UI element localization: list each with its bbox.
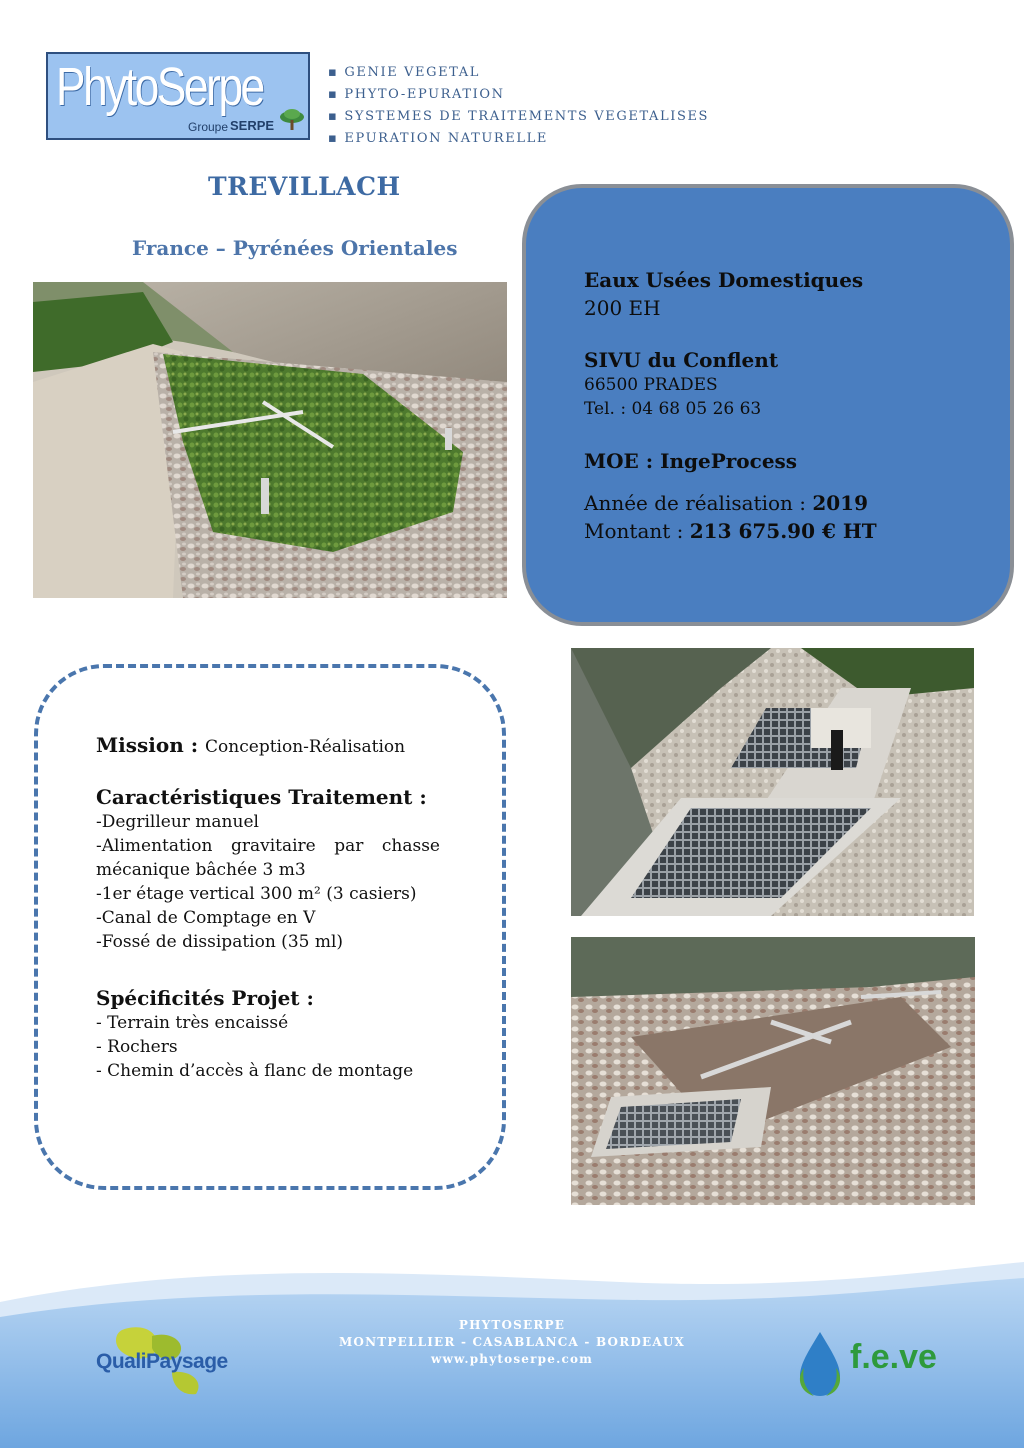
- mission-row: [96, 733, 405, 757]
- mission-value: Conception-Réalisation: [205, 737, 406, 757]
- project-manager: MOE : IngeProcess: [584, 449, 798, 473]
- tagline-item: ▪ EPURATION NATURELLE: [328, 128, 709, 150]
- year-row: [584, 491, 868, 515]
- specificities-heading: Spécificités Projet :: [96, 986, 314, 1010]
- characteristics-heading: Caractéristiques Traitement :: [96, 785, 427, 809]
- amount-value: 213 675.90 € HT: [689, 519, 877, 543]
- footer-website[interactable]: www.phytoserpe.com: [430, 1352, 594, 1366]
- year-label: Année de réalisation :: [584, 491, 813, 515]
- mission-label: Mission :: [96, 733, 206, 757]
- logo-serpe: SERPE: [230, 118, 275, 133]
- tagline-item: ▪ PHYTO-EPURATION: [328, 84, 709, 106]
- list-item: -Degrilleur manuel: [96, 812, 259, 832]
- list-item: - Chemin d’accès à flanc de montage: [96, 1061, 414, 1081]
- qualipaysage-logo: [92, 1322, 232, 1398]
- list-item: - Terrain très encaissé: [96, 1013, 289, 1033]
- footer-cities: MONTPELLIER - CASABLANCA - BORDEAUX: [338, 1335, 686, 1349]
- amount-row: [584, 519, 877, 543]
- feve-name: f.e.ve: [850, 1338, 937, 1376]
- photo-grating: [571, 648, 974, 916]
- project-title: TREVILLACH: [208, 172, 401, 201]
- water-drop-icon: [790, 1328, 850, 1398]
- feve-logo: [790, 1328, 970, 1398]
- tree-icon: [278, 106, 306, 134]
- wastewater-type: Eaux Usées Domestiques: [584, 268, 864, 292]
- project-location: France – Pyrénées Orientales: [132, 236, 458, 260]
- photo-planted-filter: [33, 282, 507, 598]
- logo-text: PhytoSerpe: [56, 57, 263, 117]
- client-name: SIVU du Conflent: [584, 348, 779, 372]
- capacity: 200 EH: [584, 296, 661, 320]
- logo-groupe: Groupe: [188, 120, 229, 134]
- list-item: -Alimentation gravitaire par chasse: [96, 836, 440, 856]
- footer-company: PHYTOSERPE: [458, 1318, 566, 1332]
- photo-basin: [571, 937, 975, 1205]
- phytoserpe-logo: [46, 52, 310, 140]
- qualipaysage-name: QualiPaysage: [96, 1350, 228, 1373]
- list-item: -Fossé de dissipation (35 ml): [96, 932, 344, 952]
- year-value: 2019: [812, 491, 869, 515]
- tagline-list: [328, 62, 709, 150]
- list-item: - Rochers: [96, 1037, 178, 1057]
- tagline-item: ▪ GENIE VEGETAL: [328, 62, 709, 84]
- list-item: -1er étage vertical 300 m² (3 casiers): [96, 884, 417, 904]
- tagline-item: ▪ SYSTEMES DE TRAITEMENTS VEGETALISES: [328, 106, 709, 128]
- list-item: mécanique bâchée 3 m3: [96, 860, 306, 880]
- client-tel: Tel. : 04 68 05 26 63: [584, 399, 762, 419]
- amount-label: Montant :: [584, 519, 690, 543]
- list-item: -Canal de Comptage en V: [96, 908, 316, 928]
- client-city: 66500 PRADES: [584, 375, 718, 395]
